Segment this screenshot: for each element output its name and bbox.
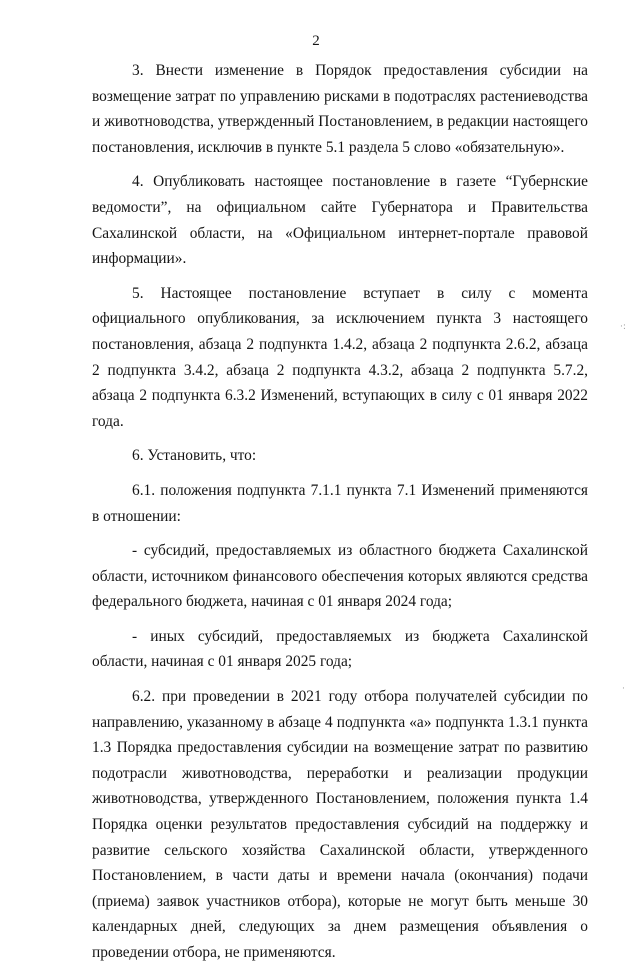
page-number: 2 (312, 33, 320, 49)
paragraph-item-6: 6. Установить, что: (132, 447, 257, 465)
paragraph-item-4: 4. Опубликовать настоящее постановление в газете “Губернские ведомости”, на официальном сайте Губернатора и Правительства Сахалинской области, на «Официальном интернет-портале правовой информации». (92, 173, 588, 268)
scan-speck-mark: ·: (620, 322, 626, 332)
paragraph-item-6-2: 6.2. при проведении в 2021 году отбора получателей субсидии по направлению, указанному в абзаце 4 подпункта «а» подпункта 1.3.1 пункта 1.3 Порядка предоставления субсидии на возмещение затрат по развитию подотрасли животноводства, переработки и реализации продукции животноводства, утвержденного Постановлением, положения пункта 1.4 Порядка оценки результатов предоставления субсидий на поддержку и развитие сельского хозяйства Сахалинской области, утвержденного Постановлением, в части даты и времени начала (окончания) подачи (приема) заявок участников отбора), которые не могут быть меньше 30 календарных дней, следующих за днем размещения объявления о проведении отбора, не применяются. (92, 688, 588, 961)
document-body (92, 58, 588, 975)
paragraph-item-6-1: 6.1. положения подпункта 7.1.1 пункта 7.1 Изменений применяются в отношении: (92, 481, 588, 525)
scan-speck-mark-lower: · (622, 684, 625, 694)
paragraph-item-5: 5. Настоящее постановление вступает в силу с момента официального опубликования, за исключением пункта 3 настоящего постановления, абзаца 2 подпункта 1.4.2, абзаца 2 подпункта 2.6.2, абзаца 2 подпункта 3.4.2, абзаца 2 подпункта 4.3.2, абзаца 2 подпункта 5.7.2, абзаца 2 подпункта 6.3.2 Изменений, вступающих в силу с 01 января 2022 года. (92, 284, 588, 430)
paragraph-bullet-federal: - субсидий, предоставляемых из областного бюджета Сахалинской области, источником финансового обеспечения которых являются средства федерального бюджета, начиная с 01 января 2024 года; (92, 542, 588, 611)
paragraph-bullet-regional: - иных субсидий, предоставляемых из бюджета Сахалинской области, начиная с 01 января 2025 года; (92, 627, 588, 671)
paragraph-item-3: 3. Внести изменение в Порядок предоставления субсидии на возмещение затрат по управлению рисками в подотраслях растениеводства и животноводства, утвержденный Постановлением, в редакции настоящего постановления, исключив в пункте 5.1 раздела 5 слово «обязательную». (92, 62, 588, 156)
